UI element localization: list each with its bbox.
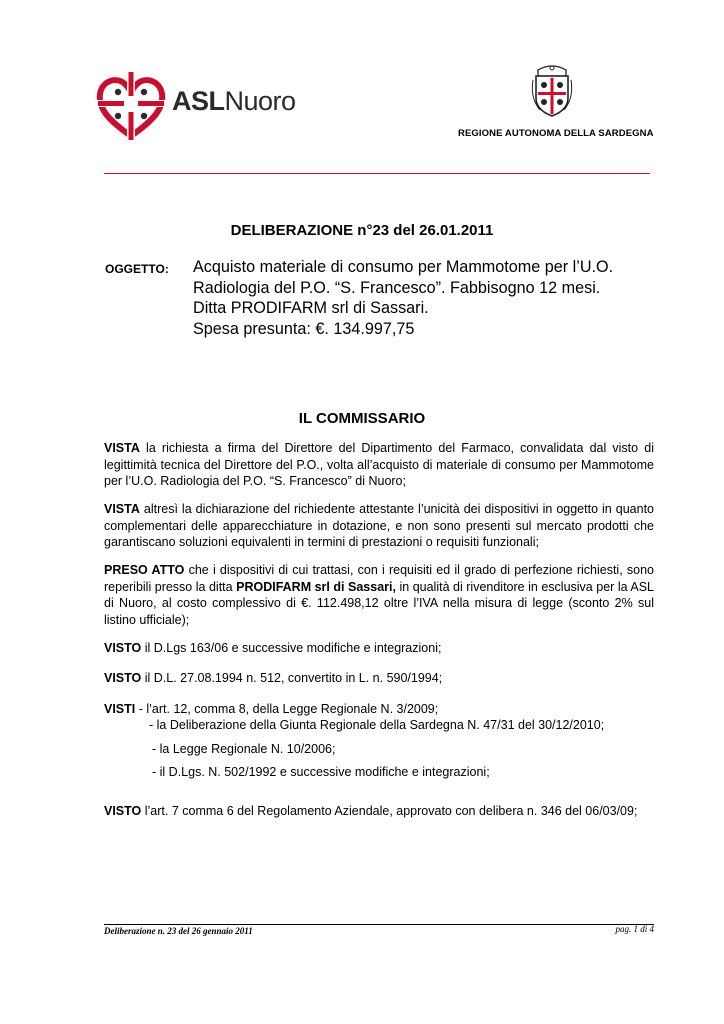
oggetto-line: Radiologia del P.O. “S. Francesco”. Fabbisogno 12 mesi. xyxy=(193,278,601,297)
oggetto-text xyxy=(193,257,663,339)
page-number: pag. 1 di 4 xyxy=(615,924,654,934)
sardegna-crest-icon xyxy=(530,64,574,118)
footer-document-ref: Deliberazione n. 23 del 26 gennaio 2011 xyxy=(104,926,253,936)
region-name: REGIONE AUTONOMA DELLA SARDEGNA xyxy=(458,128,654,139)
paragraph-visti: VISTI - l’art. 12, comma 8, della Legge Regionale N. 3/2009; xyxy=(104,702,439,716)
asl-heart-cross-icon xyxy=(96,70,166,142)
oggetto-label: OGGETTO: xyxy=(105,262,169,276)
oggetto-line: Ditta PRODIFARM srl di Sassari. xyxy=(193,299,429,317)
document-title: DELIBERAZIONE n°23 del 26.01.2011 xyxy=(230,222,494,239)
paragraph-visto-2: VISTO il D.L. 27.08.1994 n. 512, convertito in L. n. 590/1994; xyxy=(104,671,443,685)
list-item: - la Legge Regionale N. 10/2006; xyxy=(152,742,336,756)
paragraph-visto-1: VISTO il D.Lgs 163/06 e successive modifiche e integrazioni; xyxy=(104,641,442,655)
asl-nuoro-logo xyxy=(96,70,296,142)
asl-nuoro-wordmark: ASLNuoro xyxy=(172,86,296,116)
list-item: - la Deliberazione della Giunta Regionale della Sardegna N. 47/31 del 30/12/2010; xyxy=(149,718,605,732)
oggetto-line: Spesa presunta: €. 134.997,75 xyxy=(193,319,415,338)
footer-divider xyxy=(104,924,654,925)
section-heading: IL COMMISSARIO xyxy=(298,410,426,427)
paragraph-visto-3: VISTO l’art. 7 comma 6 del Regolamento Aziendale, approvato con delibera n. 346 del 06/03/09; xyxy=(104,804,638,818)
list-item: - il D.Lgs. N. 502/1992 e successive modifiche e integrazioni; xyxy=(152,765,490,779)
header-divider xyxy=(104,173,650,174)
regione-sardegna-logo xyxy=(440,64,670,144)
paragraph-vista-1: VISTA la richiesta a firma del Direttore del Dipartimento del Farmaco, convalidata dal visto di legittimità tecnica del Direttore del P.O., volta all’acquisto di materiale di consumo per Mammotome per l’U.O. Radiologia del P.O. “S. Francesco” di Nuoro; xyxy=(104,441,654,488)
paragraph-preso-atto: PRESO ATTO che i dispositivi di cui trattasi, con i requisiti ed il grado di perfezione richiesti, sono reperibili presso la ditta PRODIFARM srl di Sassari, in qualità di rivenditore in esclusiva per la ASL di Nuoro, al costo complessivo di €. 112.498,12 oltre l’IVA nella misura di legge (sconto 2% sul listino ufficiale); xyxy=(104,563,654,627)
oggetto-line: Acquisto materiale di consumo per Mammotome per l’U.O. xyxy=(193,258,614,276)
paragraph-vista-2: VISTA altresì la dichiarazione del richiedente attestante l’unicità dei dispositivi in oggetto in quanto complementari delle apparecchiature in dotazione, e non sono presenti sul mercato prodotti che garantiscano soluzioni equivalenti in termini di prestazioni o requisiti funzionali; xyxy=(104,502,654,549)
